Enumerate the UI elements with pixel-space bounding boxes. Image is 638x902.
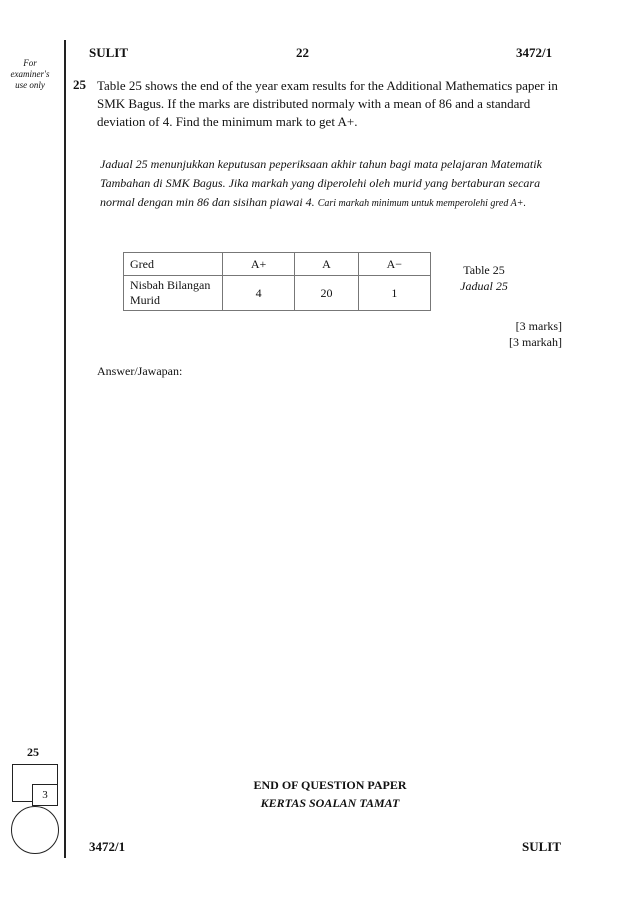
table-caption (452, 262, 516, 294)
table-row (124, 276, 431, 311)
grade-table (123, 252, 431, 311)
question-number: 25 (73, 77, 86, 92)
examiner-margin-note: For examiner's use only (10, 58, 50, 90)
max-marks-box: 3 (32, 784, 58, 806)
paper-code: 3472/1 (516, 45, 553, 60)
malay-tail-text: Cari markah minimum untuk memperolehi gred A+. (317, 198, 526, 209)
page-number: 22 (296, 45, 309, 60)
header-sulit: SULIT (89, 45, 129, 60)
malay-main-text: Jadual 25 menunjukkan keputusan peperiksaan akhir tahun bagi mata pelajaran Matematik Tambahan di SMK Bagus. Jika markah yang diperolehi oleh murid yang bertaburan secara normal dengan min 86 dan sisihan piawai 4. (100, 157, 542, 209)
table-header-cell: Gred (124, 253, 223, 276)
table-caption-malay: Jadual 25 (460, 279, 508, 293)
table-header-cell: A+ (223, 253, 295, 276)
question-text-malay (100, 155, 560, 213)
marks-malay: [3 markah] (509, 335, 562, 349)
score-box-question-number: 25 (27, 745, 39, 759)
end-of-paper-malay: KERTAS SOALAN TAMAT (260, 796, 400, 810)
score-circle (11, 806, 59, 854)
table-cell: 20 (295, 276, 359, 311)
end-of-paper-english: END OF QUESTION PAPER (253, 778, 407, 792)
table-header-row (124, 253, 431, 276)
table-cell: 4 (223, 276, 295, 311)
table-header-cell: A− (358, 253, 430, 276)
marks-english: [3 marks] (515, 319, 562, 333)
table-caption-english: Table 25 (463, 263, 505, 277)
marks-allocation (470, 318, 562, 350)
table-row-label: Nisbah Bilangan Murid (124, 276, 223, 311)
footer-sulit: SULIT (522, 839, 562, 854)
answer-label: Answer/Jawapan: (97, 364, 183, 378)
footer-paper-code: 3472/1 (89, 839, 126, 854)
question-text: Table 25 shows the end of the year exam results for the Additional Mathematics paper in SMK Bagus. If the marks are distributed normaly with a mean of 86 and a standard deviation of 4. Find the minimum mark to get A+. (97, 78, 558, 129)
table-cell: 1 (358, 276, 430, 311)
table-header-cell: A (295, 253, 359, 276)
margin-rule (64, 40, 66, 858)
